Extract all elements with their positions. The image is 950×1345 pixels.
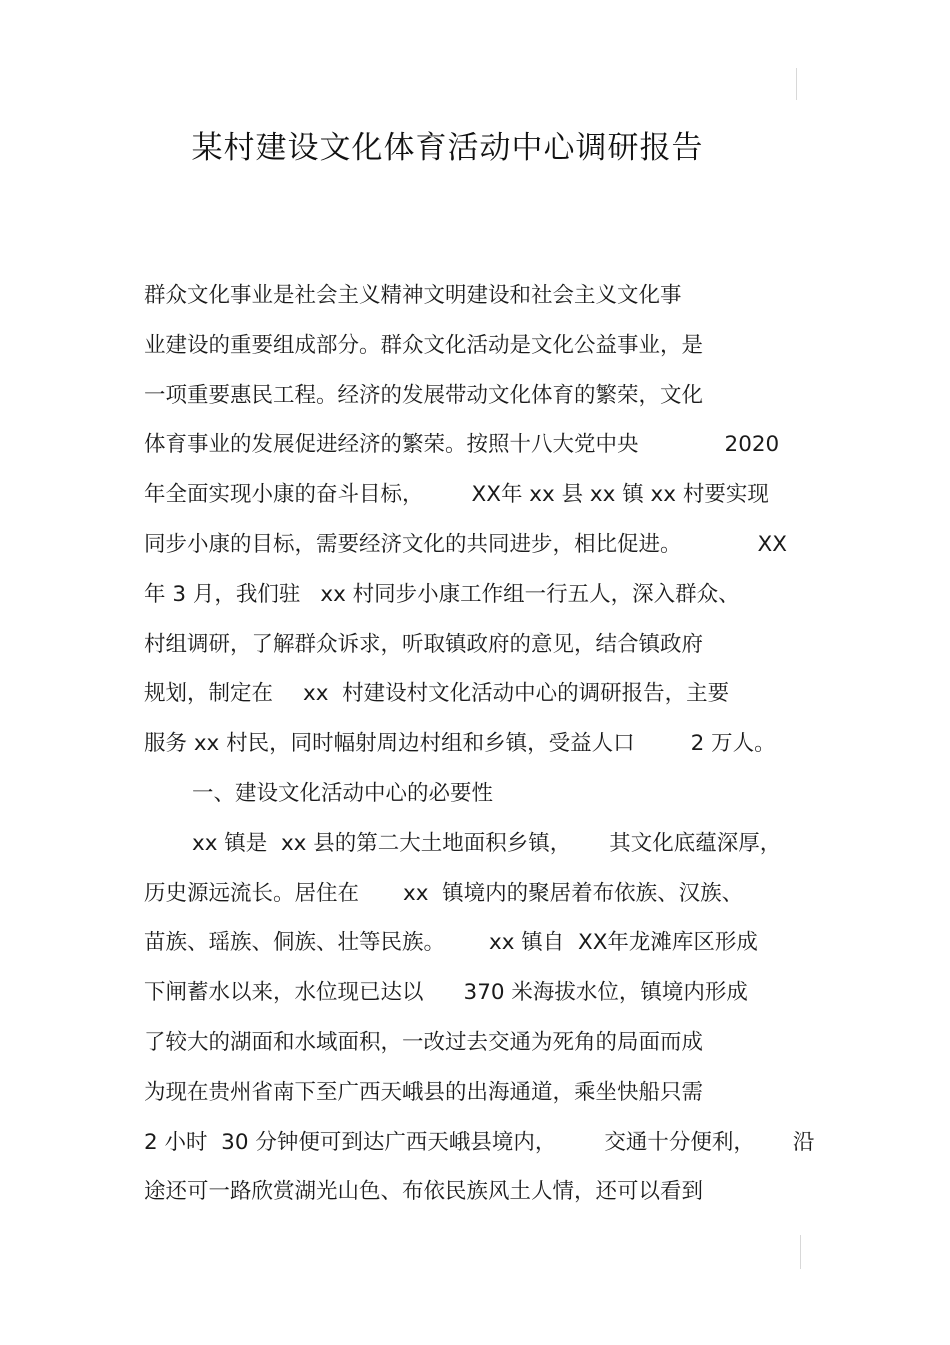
paragraph-line xyxy=(144,271,824,321)
line-text: 一项重要惠民工程。经济的发展带动文化体育的繁荣，文化 xyxy=(144,382,704,408)
paragraph-line xyxy=(144,769,824,819)
line-text: xx 镇境内的聚居着布依族、汉族、 xyxy=(403,880,744,906)
paragraph-line xyxy=(144,570,824,620)
paragraph-line xyxy=(144,470,824,520)
paragraph-line xyxy=(144,719,824,769)
paragraph-line xyxy=(144,1118,824,1168)
paragraph-line xyxy=(144,620,824,670)
line-text: xx 镇自 XX年龙滩库区形成 xyxy=(489,930,758,956)
line-text: 群众文化事业是社会主义精神文明建设和社会主义文化事 xyxy=(144,283,682,308)
line-text: 2020 xyxy=(724,432,780,458)
paragraph-line xyxy=(144,819,824,869)
paragraph-line xyxy=(144,520,824,570)
document-title: 某村建设文化体育活动中心调研报告 xyxy=(191,130,704,166)
line-text: 2 小时 30 分钟便可到达广西天峨县境内， xyxy=(144,1129,557,1155)
line-text: 途还可一路欣赏湖光山色、布依民族风土人情，还可以看到 xyxy=(144,1179,704,1205)
paragraph-line xyxy=(144,869,824,919)
line-text: 为现在贵州省南下至广西天峨县的出海通道，乘坐快船只需 xyxy=(144,1079,704,1105)
line-text: 一、建设文化活动中心的必要性 xyxy=(192,780,494,806)
paragraph-line xyxy=(144,371,824,421)
line-text: 体育事业的发展促进经济的繁荣。按照十八大党中央 xyxy=(144,432,639,458)
line-text: 年全面实现小康的奋斗目标， xyxy=(144,482,424,508)
line-text: XX年 xx 县 xx 镇 xx 村要实现 xyxy=(471,482,769,508)
paragraph-line xyxy=(144,1167,824,1217)
paragraph-line xyxy=(144,669,824,719)
line-text: 规划，制定在 xyxy=(144,681,274,707)
line-text: 2 万人。 xyxy=(690,731,776,757)
line-text: 其文化底蕴深厚， xyxy=(609,830,782,856)
page-edge-mark xyxy=(796,68,797,100)
line-text: xx 村建设村文化活动中心的调研报告，主要 xyxy=(303,681,730,707)
line-text: 村组调研，了解群众诉求，听取镇政府的意见，结合镇政府 xyxy=(144,631,704,657)
line-text: XX xyxy=(757,531,787,557)
line-text: 交通十分便利， xyxy=(604,1129,755,1155)
paragraph-line xyxy=(144,420,824,470)
paragraph-line xyxy=(144,321,824,371)
line-text: 370 米海拔水位，镇境内形成 xyxy=(463,980,748,1006)
line-text: 历史源远流长。居住在 xyxy=(144,880,360,906)
line-text: 业建设的重要组成部分。群众文化活动是文化公益事业，是 xyxy=(144,332,704,358)
line-text: 苗族、瑶族、侗族、壮等民族。 xyxy=(144,930,446,956)
line-text: 了较大的湖面和水域面积，一改过去交通为死角的局面而成 xyxy=(144,1029,704,1055)
line-text: 服务 xx 村民，同时幅射周边村组和乡镇，受益人口 xyxy=(144,731,635,757)
line-text: 年 3 月，我们驻 xyxy=(144,581,301,607)
line-text: xx 村同步小康工作组一行五人，深入群众、 xyxy=(320,581,740,607)
line-text: xx 镇是 xx 县的第二大土地面积乡镇， xyxy=(192,830,572,856)
paragraph-line xyxy=(144,1068,824,1118)
line-text: 同步小康的目标，需要经济文化的共同进步，相比促进。 xyxy=(144,531,682,557)
line-text: 下闸蓄水以来，水位现已达以 xyxy=(144,980,424,1006)
document-body xyxy=(144,271,824,1217)
paragraph-line xyxy=(144,918,824,968)
paragraph-line xyxy=(144,968,824,1018)
line-text: 沿 xyxy=(792,1129,815,1155)
paragraph-line xyxy=(144,1018,824,1068)
page-edge-mark xyxy=(800,1235,801,1269)
